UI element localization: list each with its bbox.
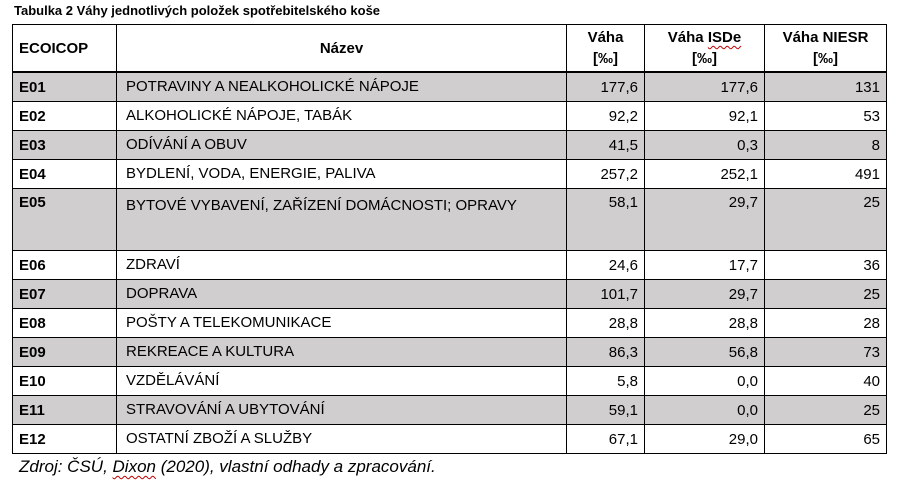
source-note	[19, 457, 436, 477]
header-nazev: Název	[117, 25, 567, 73]
vaha-isde-cell: 0,0	[645, 367, 765, 396]
header-isde-word: ISDe	[707, 29, 742, 46]
name-cell: VZDĚLÁVÁNÍ	[117, 367, 567, 396]
vaha-niesr-cell: 73	[765, 338, 887, 367]
vaha-niesr-cell: 491	[765, 160, 887, 189]
ecoicop-cell: E08	[13, 309, 117, 338]
header-vaha	[567, 25, 645, 73]
vaha-niesr-cell: 25	[765, 189, 887, 251]
table-row	[13, 251, 887, 280]
ecoicop-cell: E03	[13, 131, 117, 160]
name-cell: OSTATNÍ ZBOŽÍ A SLUŽBY	[117, 425, 567, 454]
vaha-niesr-cell: 53	[765, 102, 887, 131]
vaha-cell: 24,6	[567, 251, 645, 280]
vaha-isde-cell: 92,1	[645, 102, 765, 131]
table-row	[13, 367, 887, 396]
header-ecoicop: ECOICOP	[13, 25, 117, 73]
header-vaha-unit: [‰]	[593, 50, 618, 67]
table-body	[13, 72, 887, 454]
table-row	[13, 189, 887, 251]
vaha-cell: 41,5	[567, 131, 645, 160]
vaha-cell: 58,1	[567, 189, 645, 251]
name-cell: BYTOVÉ VYBAVENÍ, ZAŘÍZENÍ DOMÁCNOSTI; OPRAVY	[117, 189, 567, 251]
table-row	[13, 131, 887, 160]
source-dixon: Dixon	[112, 457, 156, 476]
vaha-isde-cell: 0,0	[645, 396, 765, 425]
ecoicop-cell: E09	[13, 338, 117, 367]
vaha-niesr-cell: 8	[765, 131, 887, 160]
ecoicop-cell: E06	[13, 251, 117, 280]
header-vaha-isde	[645, 25, 765, 73]
ecoicop-cell: E07	[13, 280, 117, 309]
header-niesr-unit: [‰]	[813, 50, 838, 67]
vaha-cell: 59,1	[567, 396, 645, 425]
vaha-cell: 5,8	[567, 367, 645, 396]
table-row	[13, 72, 887, 102]
vaha-cell: 67,1	[567, 425, 645, 454]
ecoicop-cell: E11	[13, 396, 117, 425]
vaha-isde-cell: 252,1	[645, 160, 765, 189]
table-row	[13, 160, 887, 189]
vaha-isde-cell: 29,0	[645, 425, 765, 454]
name-cell: REKREACE A KULTURA	[117, 338, 567, 367]
name-cell: DOPRAVA	[117, 280, 567, 309]
table-caption: Tabulka 2 Váhy jednotlivých položek spotřebitelského koše	[14, 3, 381, 18]
vaha-niesr-cell: 131	[765, 72, 887, 102]
name-cell: POTRAVINY A NEALKOHOLICKÉ NÁPOJE	[117, 72, 567, 102]
vaha-cell: 92,2	[567, 102, 645, 131]
name-cell: POŠTY A TELEKOMUNIKACE	[117, 309, 567, 338]
vaha-niesr-cell: 25	[765, 280, 887, 309]
header-vaha-label: Váha	[587, 29, 624, 46]
header-isde-unit: [‰]	[692, 50, 717, 67]
table-row	[13, 102, 887, 131]
table-row	[13, 396, 887, 425]
vaha-isde-cell: 29,7	[645, 280, 765, 309]
weights-table	[12, 24, 887, 454]
name-cell: ODÍVÁNÍ A OBUV	[117, 131, 567, 160]
ecoicop-cell: E02	[13, 102, 117, 131]
ecoicop-cell: E04	[13, 160, 117, 189]
vaha-cell: 177,6	[567, 72, 645, 102]
vaha-cell: 86,3	[567, 338, 645, 367]
vaha-isde-cell: 17,7	[645, 251, 765, 280]
vaha-cell: 101,7	[567, 280, 645, 309]
vaha-isde-cell: 0,3	[645, 131, 765, 160]
table-row	[13, 309, 887, 338]
vaha-niesr-cell: 25	[765, 396, 887, 425]
ecoicop-cell: E05	[13, 189, 117, 251]
vaha-niesr-cell: 65	[765, 425, 887, 454]
name-cell: ALKOHOLICKÉ NÁPOJE, TABÁK	[117, 102, 567, 131]
table-row	[13, 280, 887, 309]
source-prefix: Zdroj: ČSÚ,	[19, 457, 113, 476]
table-row	[13, 338, 887, 367]
vaha-niesr-cell: 40	[765, 367, 887, 396]
vaha-isde-cell: 177,6	[645, 72, 765, 102]
header-isde-prefix: Váha	[667, 29, 708, 46]
vaha-cell: 257,2	[567, 160, 645, 189]
vaha-niesr-cell: 36	[765, 251, 887, 280]
header-row	[13, 25, 887, 73]
vaha-isde-cell: 56,8	[645, 338, 765, 367]
ecoicop-cell: E01	[13, 72, 117, 102]
header-niesr-label: Váha NIESR	[782, 29, 869, 46]
ecoicop-cell: E10	[13, 367, 117, 396]
vaha-niesr-cell: 28	[765, 309, 887, 338]
ecoicop-cell: E12	[13, 425, 117, 454]
source-suffix: (2020), vlastní odhady a zpracování.	[156, 457, 436, 476]
name-cell: ZDRAVÍ	[117, 251, 567, 280]
name-cell: BYDLENÍ, VODA, ENERGIE, PALIVA	[117, 160, 567, 189]
name-cell: STRAVOVÁNÍ A UBYTOVÁNÍ	[117, 396, 567, 425]
vaha-cell: 28,8	[567, 309, 645, 338]
vaha-isde-cell: 28,8	[645, 309, 765, 338]
vaha-isde-cell: 29,7	[645, 189, 765, 251]
header-vaha-niesr	[765, 25, 887, 73]
table-row	[13, 425, 887, 454]
